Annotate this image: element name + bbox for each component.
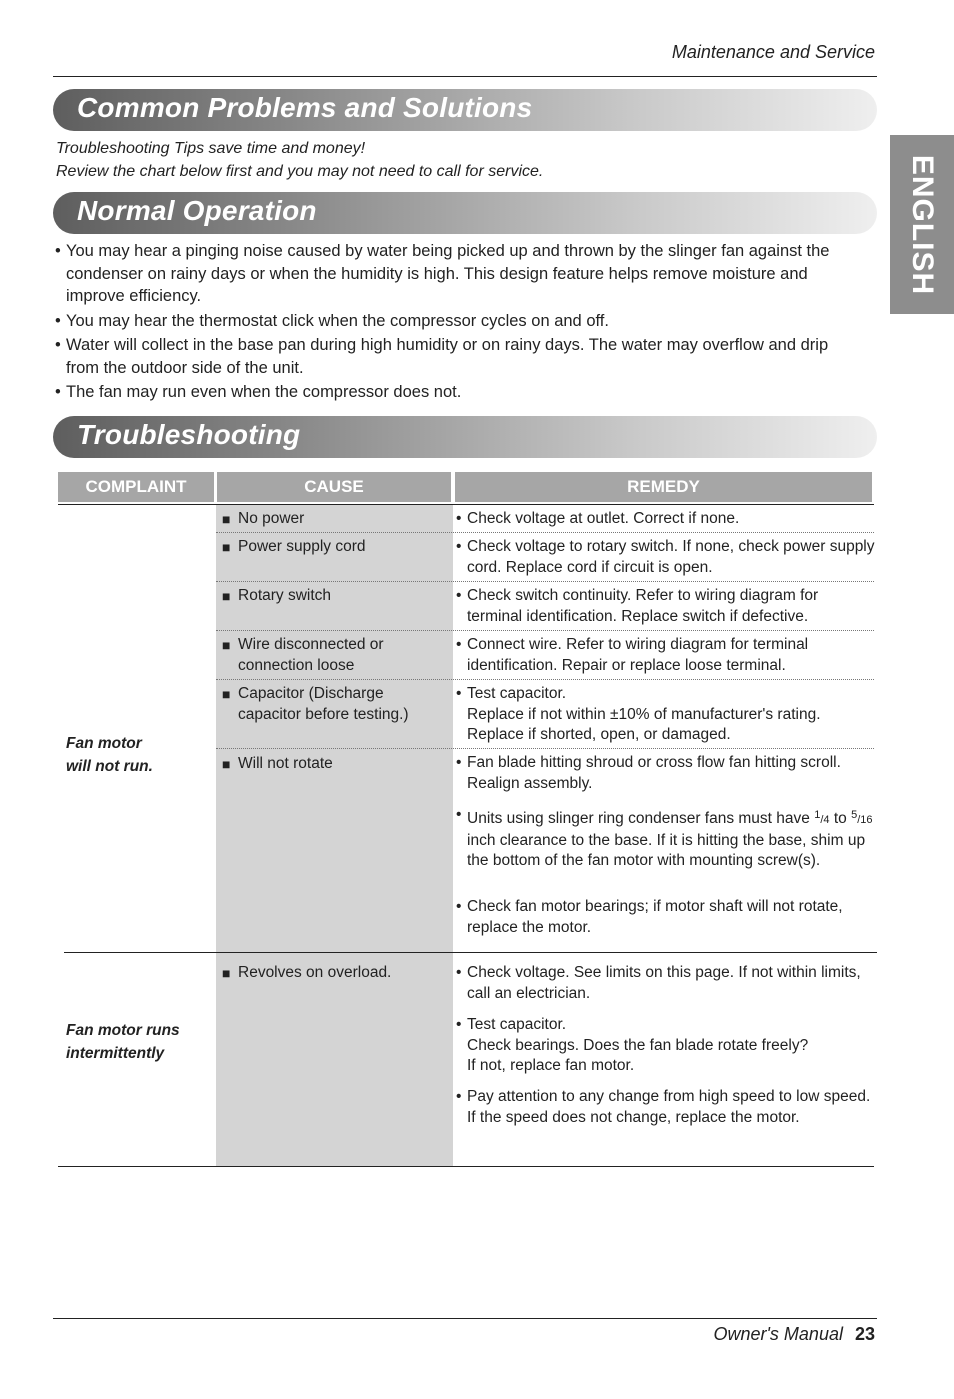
- section-band-common: [53, 89, 877, 131]
- cause-cell: ■ Capacitor (Discharge capacitor before testing.): [222, 684, 433, 725]
- column-header-cause: CAUSE: [217, 472, 451, 502]
- row-divider: [216, 748, 874, 749]
- section-title-common: Common Problems and Solutions: [77, 92, 533, 123]
- cause-cell: ■ Will not rotate: [222, 754, 464, 775]
- table-top-rule: [58, 504, 874, 505]
- complaint-line: will not run.: [66, 758, 153, 775]
- remedy-line: If not, replace fan motor.: [467, 1057, 635, 1074]
- remedy-cell: • Fan blade hitting shroud or cross flow fan hitting scroll. Realign assembly.: [456, 753, 877, 794]
- row-divider: [216, 581, 874, 582]
- fraction-one-quarter: $^1$/4: [814, 809, 830, 826]
- complaint-line: Fan motor runs: [66, 1022, 180, 1039]
- list-item: • You may hear the thermostat click when the compressor cycles on and off.: [55, 310, 855, 333]
- remedy-cell: • Units using slinger ring condenser fans must have $^1$/4 to $^5$/16 inch clearance to the base. If it is hitting the base, shim up the bottom of the fan motor with mounting screw(s).: [456, 805, 877, 872]
- remedy-cell: • Connect wire. Refer to wiring diagram for terminal identification. Repair or replace loose terminal.: [456, 635, 877, 676]
- cause-cell: ■ Power supply cord: [222, 537, 464, 558]
- complaint-fan-motor-will-not-run: [66, 732, 153, 778]
- group-divider: [64, 952, 877, 953]
- list-item: • You may hear a pinging noise caused by water being picked up and thrown by the slinger fan against the condenser on rainy days or when the humidity is high. This design feature helps remove moisture and improve efficiency.: [55, 240, 855, 308]
- cause-cell: ■ No power: [222, 509, 464, 530]
- remedy-line: Replace if shorted, open, or damaged.: [467, 726, 731, 743]
- cause-cell: ■ Rotary switch: [222, 586, 464, 607]
- remedy-cell: • Check switch continuity. Refer to wiring diagram for terminal identification. Replace switch if defective.: [456, 586, 877, 627]
- column-header-complaint: COMPLAINT: [58, 472, 214, 502]
- remedy-cell: • Check voltage to rotary switch. If none, check power supply cord. Replace cord if circuit is open.: [456, 537, 877, 578]
- table-bottom-rule: [58, 1166, 874, 1167]
- row-divider: [216, 679, 874, 680]
- remedy-line: • Test capacitor.: [467, 1016, 567, 1033]
- remedy-line: • Test capacitor.: [467, 685, 567, 702]
- complaint-line: intermittently: [66, 1045, 165, 1062]
- row-divider: [216, 532, 874, 533]
- cause-cell: ■ Revolves on overload.: [222, 963, 464, 984]
- section-band-troubleshooting: [53, 416, 877, 458]
- running-header: Maintenance and Service: [671, 42, 875, 62]
- complaint-line: Fan motor: [66, 735, 142, 752]
- normal-operation-list: [55, 240, 855, 406]
- complaint-fan-motor-runs-intermittently: [66, 1019, 180, 1065]
- footer-label: Owner's Manual: [713, 1324, 843, 1344]
- remedy-cell: • Check voltage at outlet. Correct if none.: [456, 509, 877, 530]
- fraction-five-sixteenths: $^5$/16: [851, 809, 873, 826]
- remedy-cell: [456, 684, 877, 746]
- remedy-cell: • Pay attention to any change from high speed to low speed. If the speed does not change, replace the motor.: [456, 1087, 877, 1128]
- section-title-troubleshooting: Troubleshooting: [77, 419, 301, 450]
- language-tab: [890, 135, 954, 314]
- intro-text: [56, 137, 543, 183]
- page-number: 23: [854, 1324, 875, 1344]
- cause-cell: ■ Wire disconnected or connection loose: [222, 635, 428, 676]
- remedy-cell: • Check fan motor bearings; if motor shaft will not rotate, replace the motor.: [456, 897, 877, 938]
- row-divider: [216, 630, 874, 631]
- list-item: • The fan may run even when the compressor does not.: [55, 381, 855, 404]
- footer-rule: [53, 1318, 877, 1319]
- section-band-normal: [53, 192, 877, 234]
- remedy-line: Check bearings. Does the fan blade rotate freely?: [467, 1036, 809, 1054]
- column-header-remedy: REMEDY: [455, 472, 872, 502]
- remedy-line: Replace if not within ±10% of manufacturer's rating.: [467, 705, 821, 723]
- page-footer: [713, 1324, 875, 1345]
- header-rule: [53, 76, 877, 77]
- intro-line: Review the chart below first and you may not need to call for service.: [56, 163, 544, 180]
- list-item: • Water will collect in the base pan during high humidity or on rainy days. The water may overflow and drip from the outdoor side of the unit.: [55, 334, 855, 379]
- remedy-cell: [456, 1015, 877, 1077]
- remedy-cell: • Check voltage. See limits on this page. If not within limits, call an electrician.: [456, 963, 877, 1004]
- intro-line: Troubleshooting Tips save time and money!: [56, 140, 366, 157]
- language-tab-label: ENGLISH: [906, 154, 939, 295]
- section-title-normal: Normal Operation: [77, 195, 317, 226]
